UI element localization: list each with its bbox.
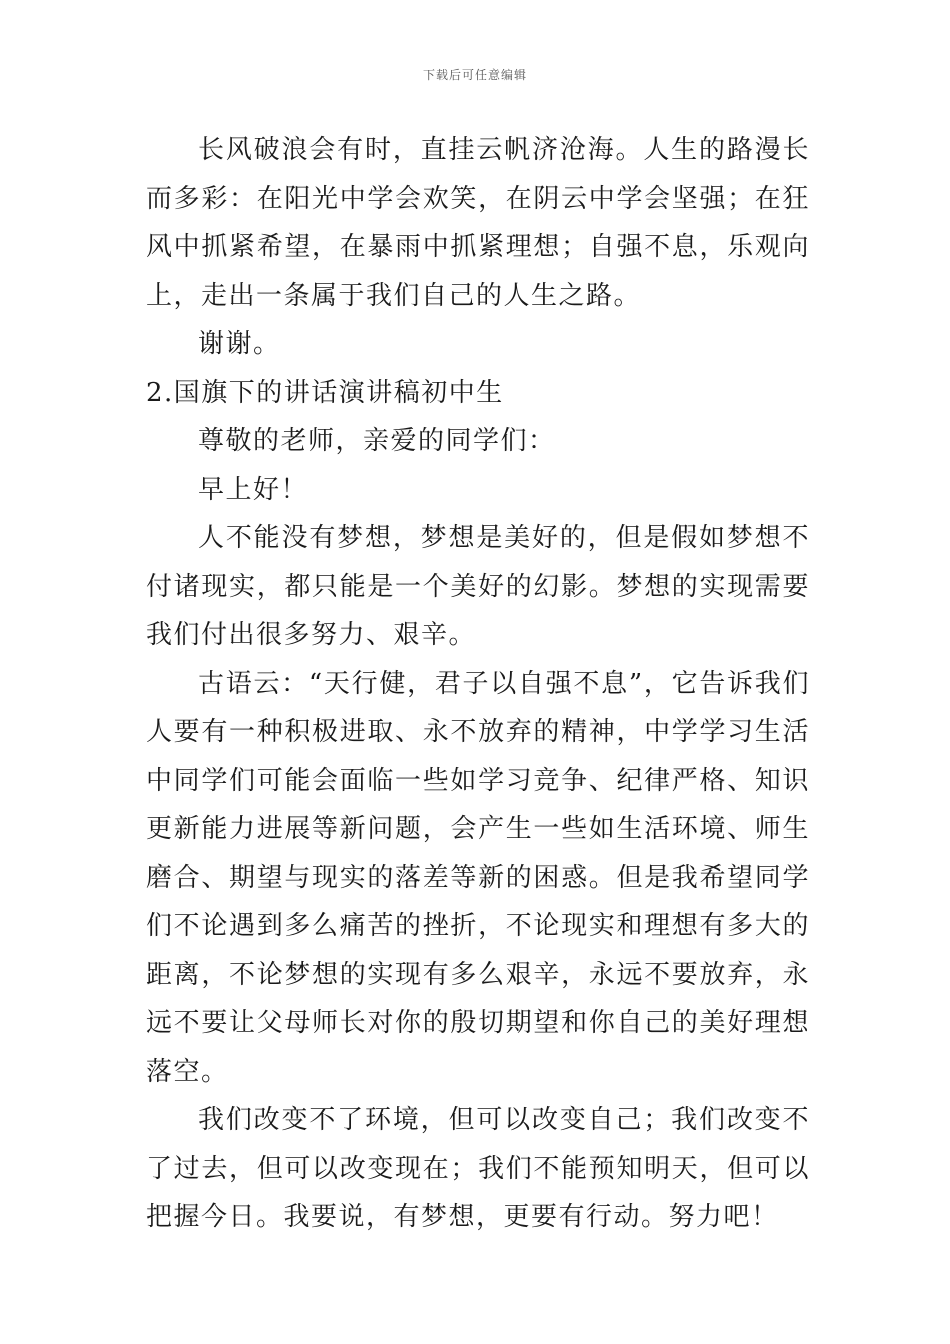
section-heading: 2.国旗下的讲话演讲稿初中生 [146, 377, 504, 408]
paragraph: 人不能没有梦想，梦想是美好的，但是假如梦想不付诸现实，都只能是一个美好的幻影。梦想的实现需要我们付出很多努力、艰辛。 [146, 523, 810, 650]
paragraph: 长风破浪会有时，直挂云帆济沧海。人生的路漫长而多彩：在阳光中学会欢笑，在阴云中学会坚强；在狂风中抓紧希望，在暴雨中抓紧理想；自强不息，乐观向上，走出一条属于我们自己的人生之路。 [146, 135, 810, 311]
salutation: 尊敬的老师，亲爱的同学们： [198, 426, 556, 456]
paragraph: 谢谢。 [198, 329, 281, 359]
document-body [146, 126, 810, 1242]
paragraph: 古语云：“天行健，君子以自强不息”，它告诉我们人要有一种积极进取、永不放弃的精神，中学学习生活中同学们可能会面临一些如学习竞争、纪律严格、知识更新能力进展等新问题，会产生一些如生活环境、师生磨合、期望与现实的落差等新的困惑。但是我希望同学们不论遇到多么痛苦的挫折，不论现实和理想有多大的距离，不论梦想的实现有多么艰辛，永远不要放弃，永远不要让父母师长对你的殷切期望和你自己的美好理想落空。 [146, 668, 810, 1087]
greeting: 早上好！ [198, 474, 309, 505]
header-note: 下载后可任意编辑 [422, 68, 527, 82]
paragraph: 我们改变不了环境，但可以改变自己；我们改变不了过去，但可以改变现在；我们不能预知明天，但可以把握今日。我要说，有梦想，更要有行动。努力吧！ [146, 1105, 810, 1232]
